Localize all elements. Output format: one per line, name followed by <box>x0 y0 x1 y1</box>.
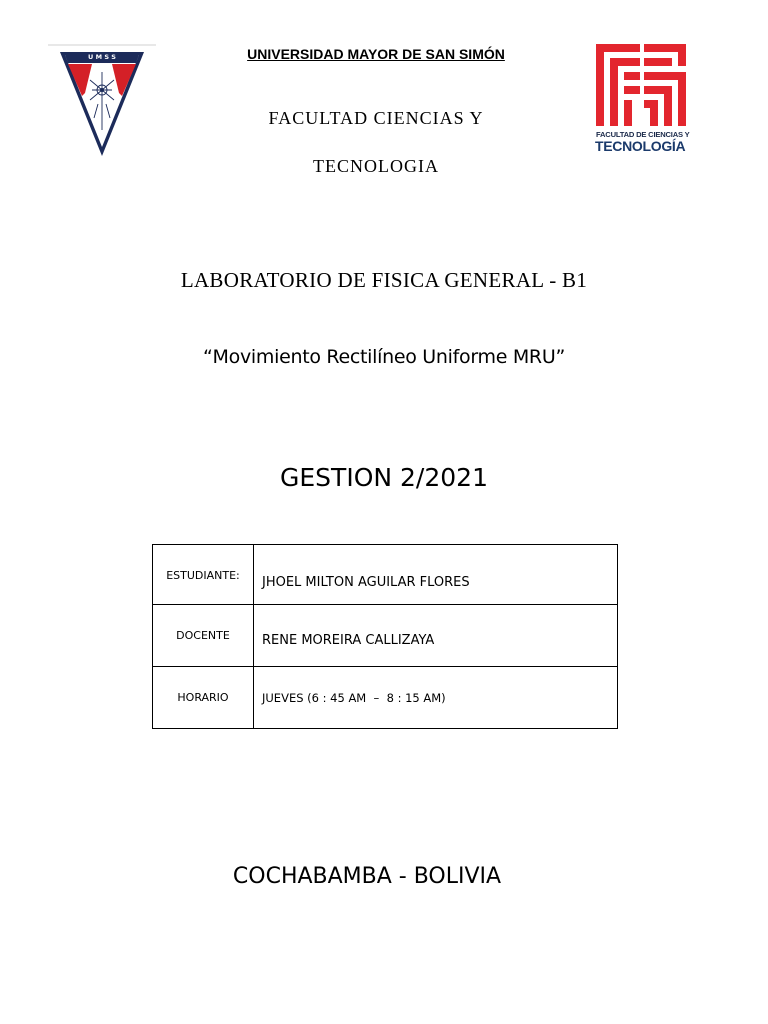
lab-title: LABORATORIO DE FISICA GENERAL - B1 <box>180 268 588 292</box>
faculty-name-line2: TECNOLOGIA <box>313 156 439 176</box>
umss-logo <box>48 44 156 158</box>
teacher-label: DOCENTE <box>153 605 254 667</box>
fcyt-logo-icon <box>594 42 688 128</box>
student-label: ESTUDIANTE: <box>153 545 254 605</box>
umss-logo-text: U M S S <box>88 53 116 61</box>
gestion-title: GESTION 2/2021 <box>280 463 488 492</box>
schedule-label: HORARIO <box>153 667 254 729</box>
student-value: JHOEL MILTON AGUILAR FLORES <box>254 545 618 605</box>
city-footer: COCHABAMBA - BOLIVIA <box>232 864 502 889</box>
fcyt-logo-caption: FACULTAD DE CIENCIAS Y <box>596 130 690 139</box>
umss-shield-icon <box>48 44 156 158</box>
fcyt-logo-title: TECNOLOGÍA <box>595 138 686 154</box>
faculty-name-line1: FACULTAD CIENCIAS Y <box>268 108 484 128</box>
teacher-value: RENE MOREIRA CALLIZAYA <box>254 605 618 667</box>
table-row-schedule <box>153 667 618 729</box>
topic-title: “Movimiento Rectilíneo Uniforme MRU” <box>203 346 565 368</box>
info-table <box>152 544 618 729</box>
table-row-teacher <box>153 605 618 667</box>
university-name: UNIVERSIDAD MAYOR DE SAN SIMÓN <box>247 46 505 62</box>
table-row-student <box>153 545 618 605</box>
fcyt-logo <box>594 42 688 154</box>
schedule-value: JUEVES (6 : 45 AM – 8 : 15 AM) <box>254 667 618 729</box>
